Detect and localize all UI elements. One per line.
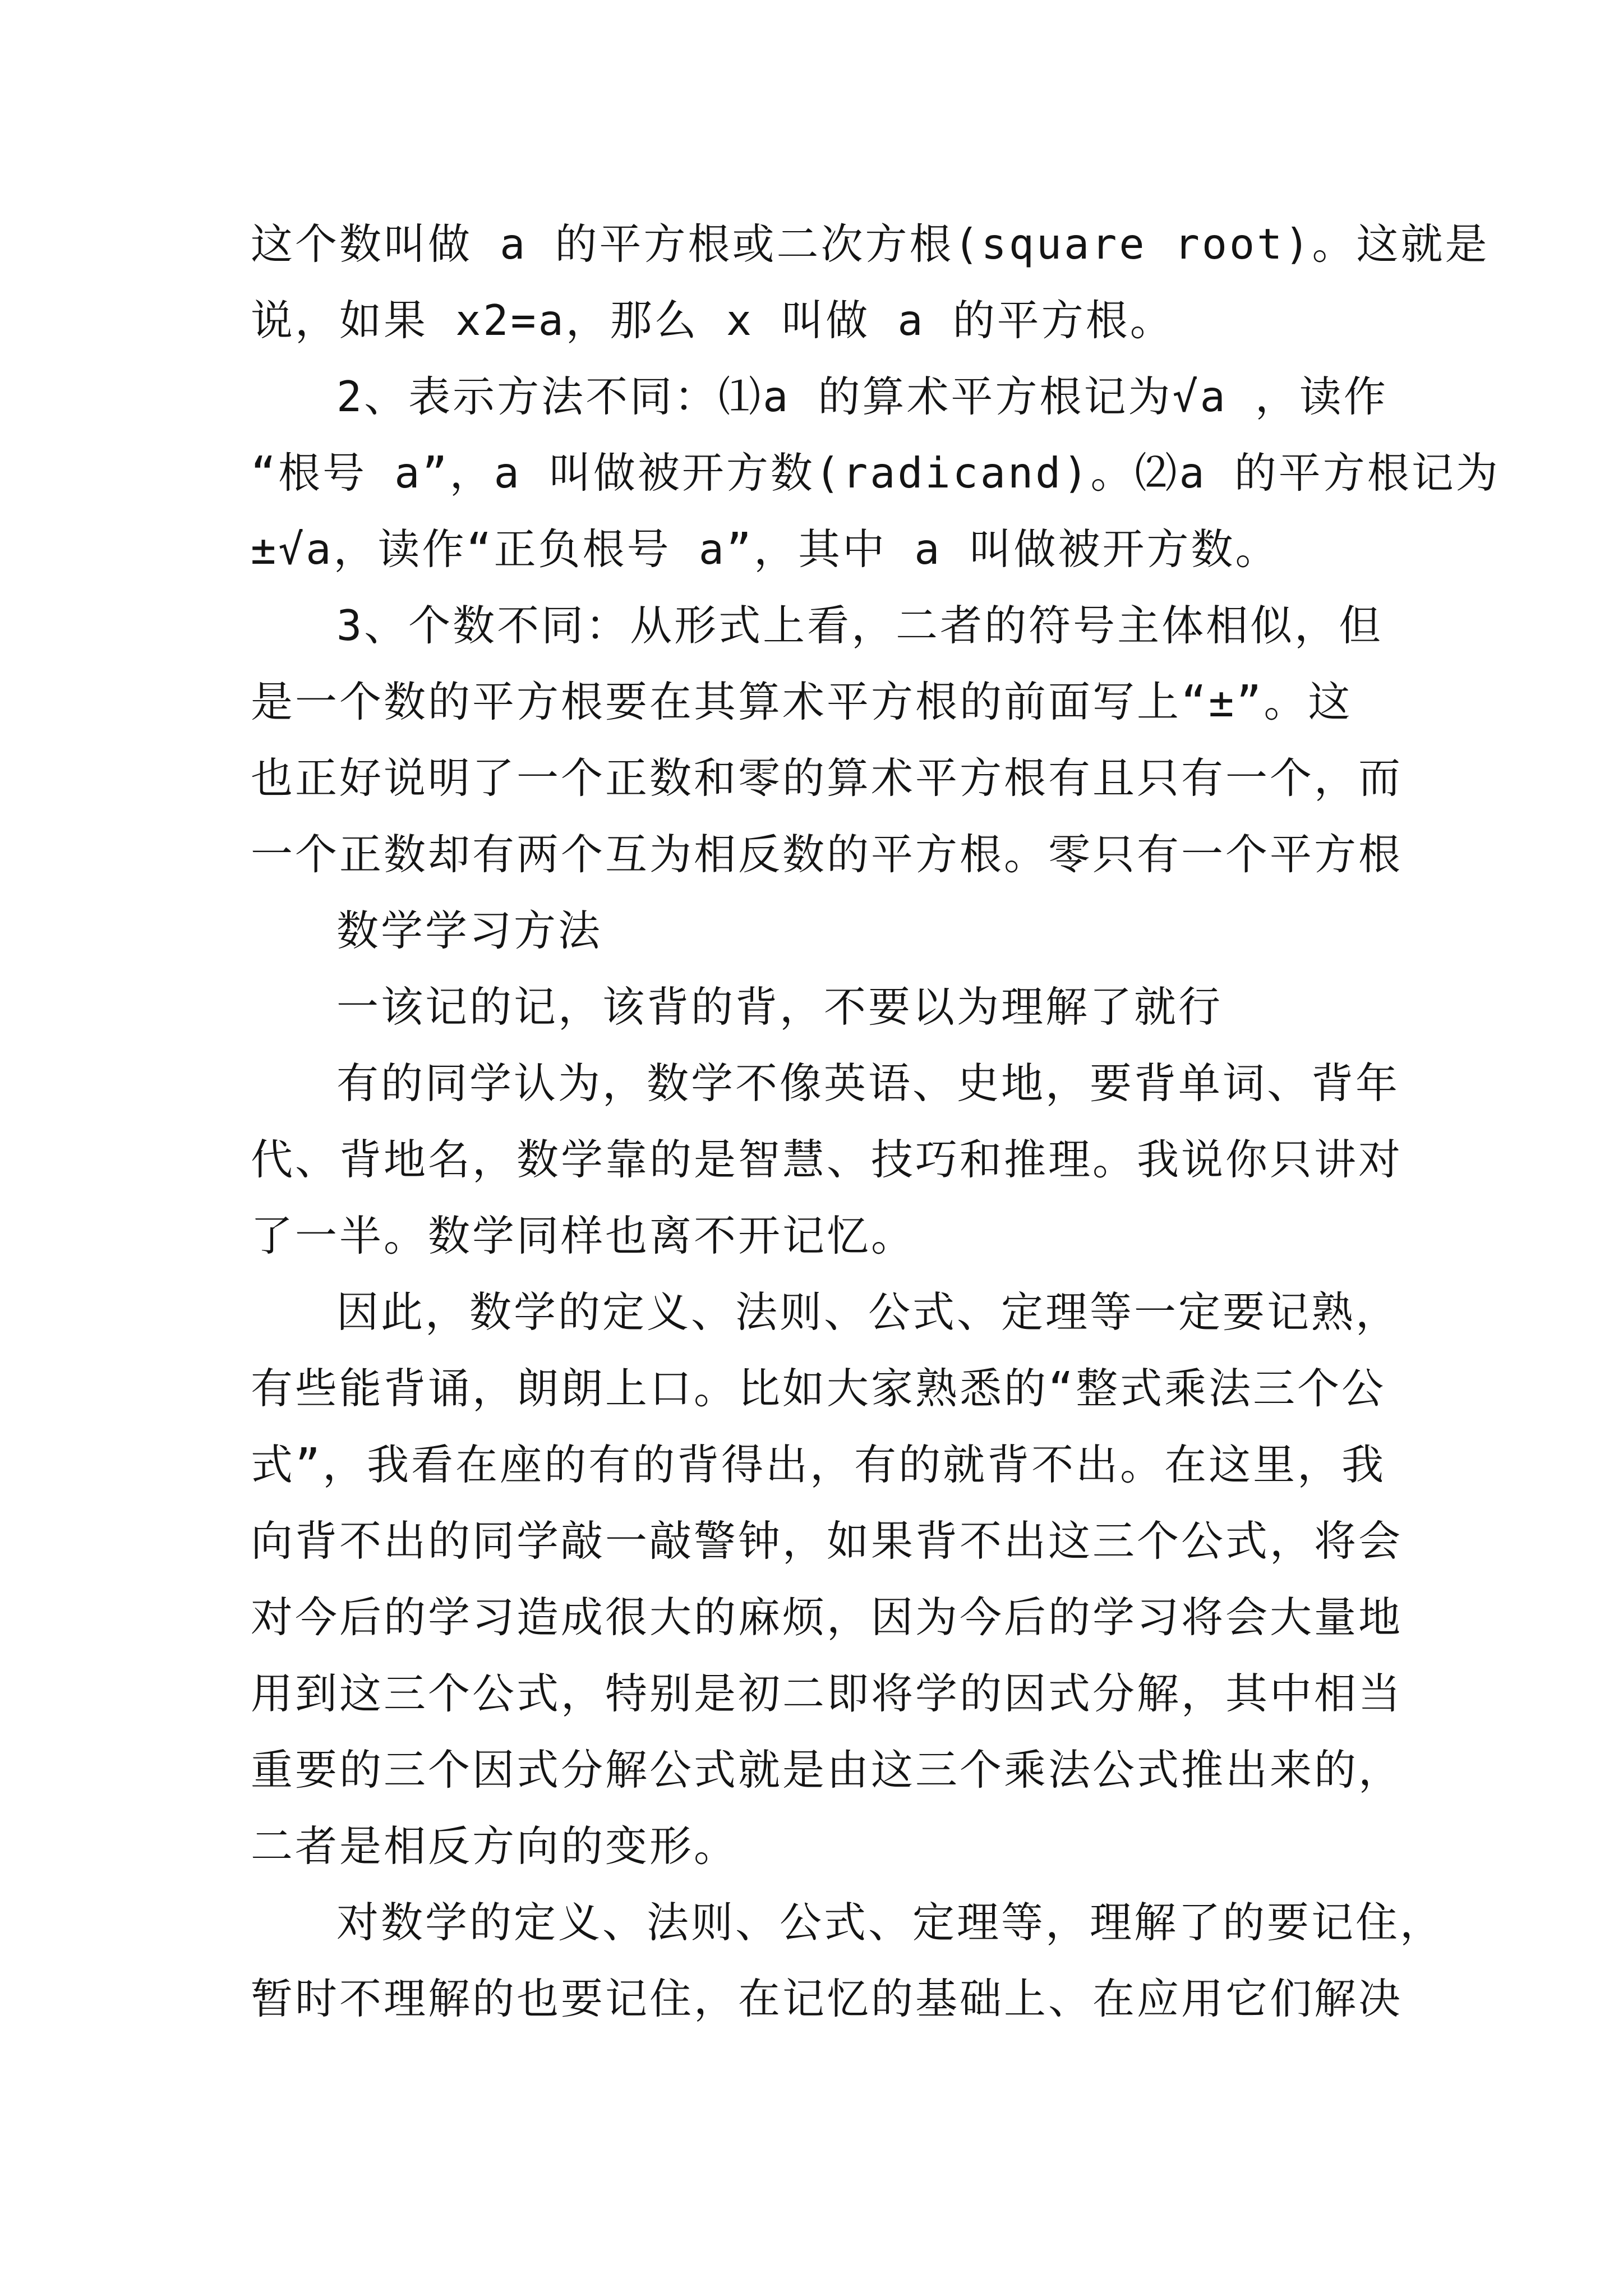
text-line: 是一个数的平方根要在其算术平方根的前面写上“±”。这 [251,677,1353,726]
subheading: 一该记的记，该背的背，不要以为理解了就行 [336,982,1223,1032]
text-line: 有的同学认为，数学不像英语、史地，要背单词、背年 [336,1059,1400,1108]
text-line: 这个数叫做 a 的平方根或二次方根(square root)。这就是 [251,219,1490,269]
text-line: 对数学的定义、法则、公式、定理等，理解了的要记住， [336,1898,1445,1947]
text-line: 3、个数不同：从形式上看，二者的符号主体相似，但 [336,601,1384,650]
section-heading: 数学学习方法 [336,906,603,955]
text-line: 说，如果 x2=a，那么 x 叫做 a 的平方根。 [251,296,1174,345]
text-line: 2、表示方法不同：⑴a 的算术平方根记为√a ，读作 [336,372,1388,421]
text-line: ±√a，读作“正负根号 a”，其中 a 叫做被开方数。 [251,524,1280,574]
text-line: 二者是相反方向的变形。 [251,1821,739,1871]
text-line: 式”，我看在座的有的背得出，有的就背不出。在这里，我 [251,1440,1386,1489]
text-line: 因此，数学的定义、法则、公式、定理等一定要记熟， [336,1287,1400,1337]
text-line: 也正好说明了一个正数和零的算术平方根有且只有一个，而 [251,753,1403,803]
text-line: 重要的三个因式分解公式就是由这三个乘法公式推出来的， [251,1745,1403,1795]
text-line: 用到这三个公式，特别是初二即将学的因式分解，其中相当 [251,1669,1403,1718]
text-line: 对今后的学习造成很大的麻烦，因为今后的学习将会大量地 [251,1593,1403,1642]
text-line: 向背不出的同学敲一敲警钟，如果背不出这三个公式，将会 [251,1516,1403,1566]
text-line: 一个正数却有两个互为相反数的平方根。零只有一个平方根 [251,830,1403,879]
text-line: “根号 a”，a 叫做被开方数(radicand)。⑵a 的平方根记为 [251,448,1500,498]
text-line: 了一半。数学同样也离不开记忆。 [251,1211,916,1260]
text-line: 暂时不理解的也要记住，在记忆的基础上、在应用它们解决 [251,1974,1403,2023]
text-line: 有些能背诵，朗朗上口。比如大家熟悉的“整式乘法三个公 [251,1364,1386,1413]
text-line: 代、背地名，数学靠的是智慧、技巧和推理。我说你只讲对 [251,1135,1403,1184]
